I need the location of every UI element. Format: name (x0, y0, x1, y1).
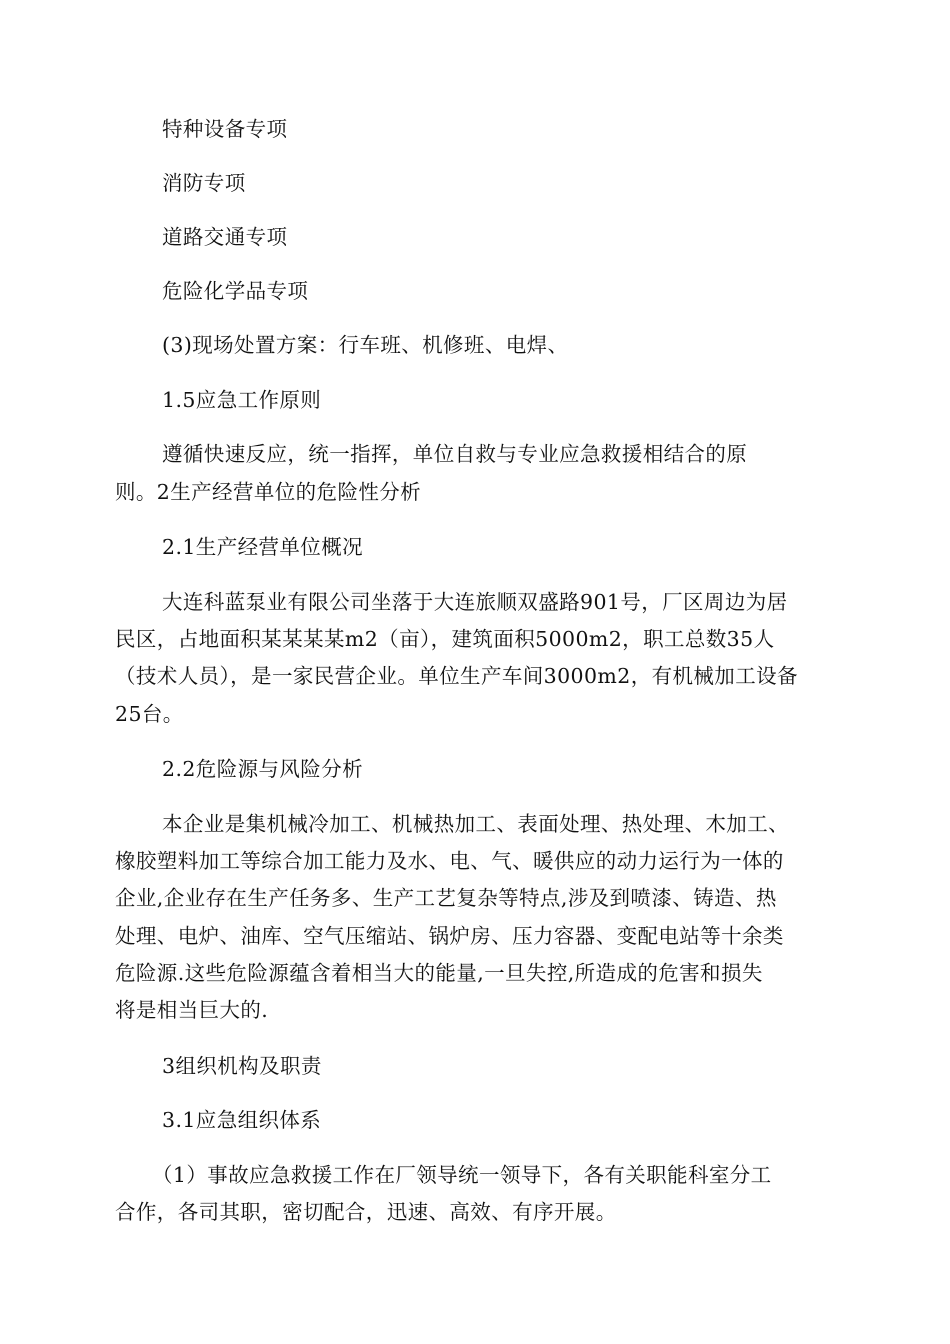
text-line: 危险化学品专项 (162, 279, 309, 303)
text-line: 道路交通专项 (162, 225, 288, 249)
text-line: 则。2生产经营单位的危险性分析 (115, 480, 422, 504)
section-heading: 2.2危险源与风险分析 (162, 757, 364, 781)
text-line: 25台。 (115, 702, 184, 726)
text-line: （技术人员），是一家民营企业。单位生产车间3000m2，有机械加工设备 (115, 664, 798, 688)
text-line: 处理、电炉、油库、空气压缩站、锅炉房、压力容器、变配电站等十余类 (115, 924, 784, 948)
section-heading: 3.1应急组织体系 (162, 1108, 322, 1132)
text-line: 本企业是集机械冷加工、机械热加工、表面处理、热处理、木加工、 (162, 812, 789, 836)
text-line: 将是相当巨大的. (115, 998, 269, 1022)
section-heading: 3组织机构及职责 (162, 1054, 322, 1078)
text-line: 特种设备专项 (162, 117, 288, 141)
text-line: 大连科蓝泵业有限公司坐落于大连旅顺双盛路901号，厂区周边为居 (162, 590, 788, 614)
text-line: 企业,企业存在生产任务多、生产工艺复杂等特点,涉及到喷漆、铸造、热 (115, 886, 777, 910)
section-heading: 1.5应急工作原则 (162, 388, 322, 412)
text-line: 危险源.这些危险源蕴含着相当大的能量,一旦失控,所造成的危害和损失 (115, 961, 763, 985)
text-line: 民区，占地面积某某某某m2（亩），建筑面积5000m2，职工总数35人 (115, 627, 775, 651)
text-line: （1）事故应急救援工作在厂领导统一领导下，各有关职能科室分工 (152, 1163, 772, 1187)
text-line: 遵循快速反应，统一指挥，单位自救与专业应急救援相结合的原 (162, 442, 748, 466)
text-line: 橡胶塑料加工等综合加工能力及水、电、气、暖供应的动力运行为一体的 (115, 849, 784, 873)
section-heading: 2.1生产经营单位概况 (162, 535, 364, 559)
text-line: (3)现场处置方案：行车班、机修班、电焊、 (162, 333, 569, 357)
text-line: 合作，各司其职，密切配合，迅速、高效、有序开展。 (115, 1200, 617, 1224)
text-line: 消防专项 (162, 171, 246, 195)
